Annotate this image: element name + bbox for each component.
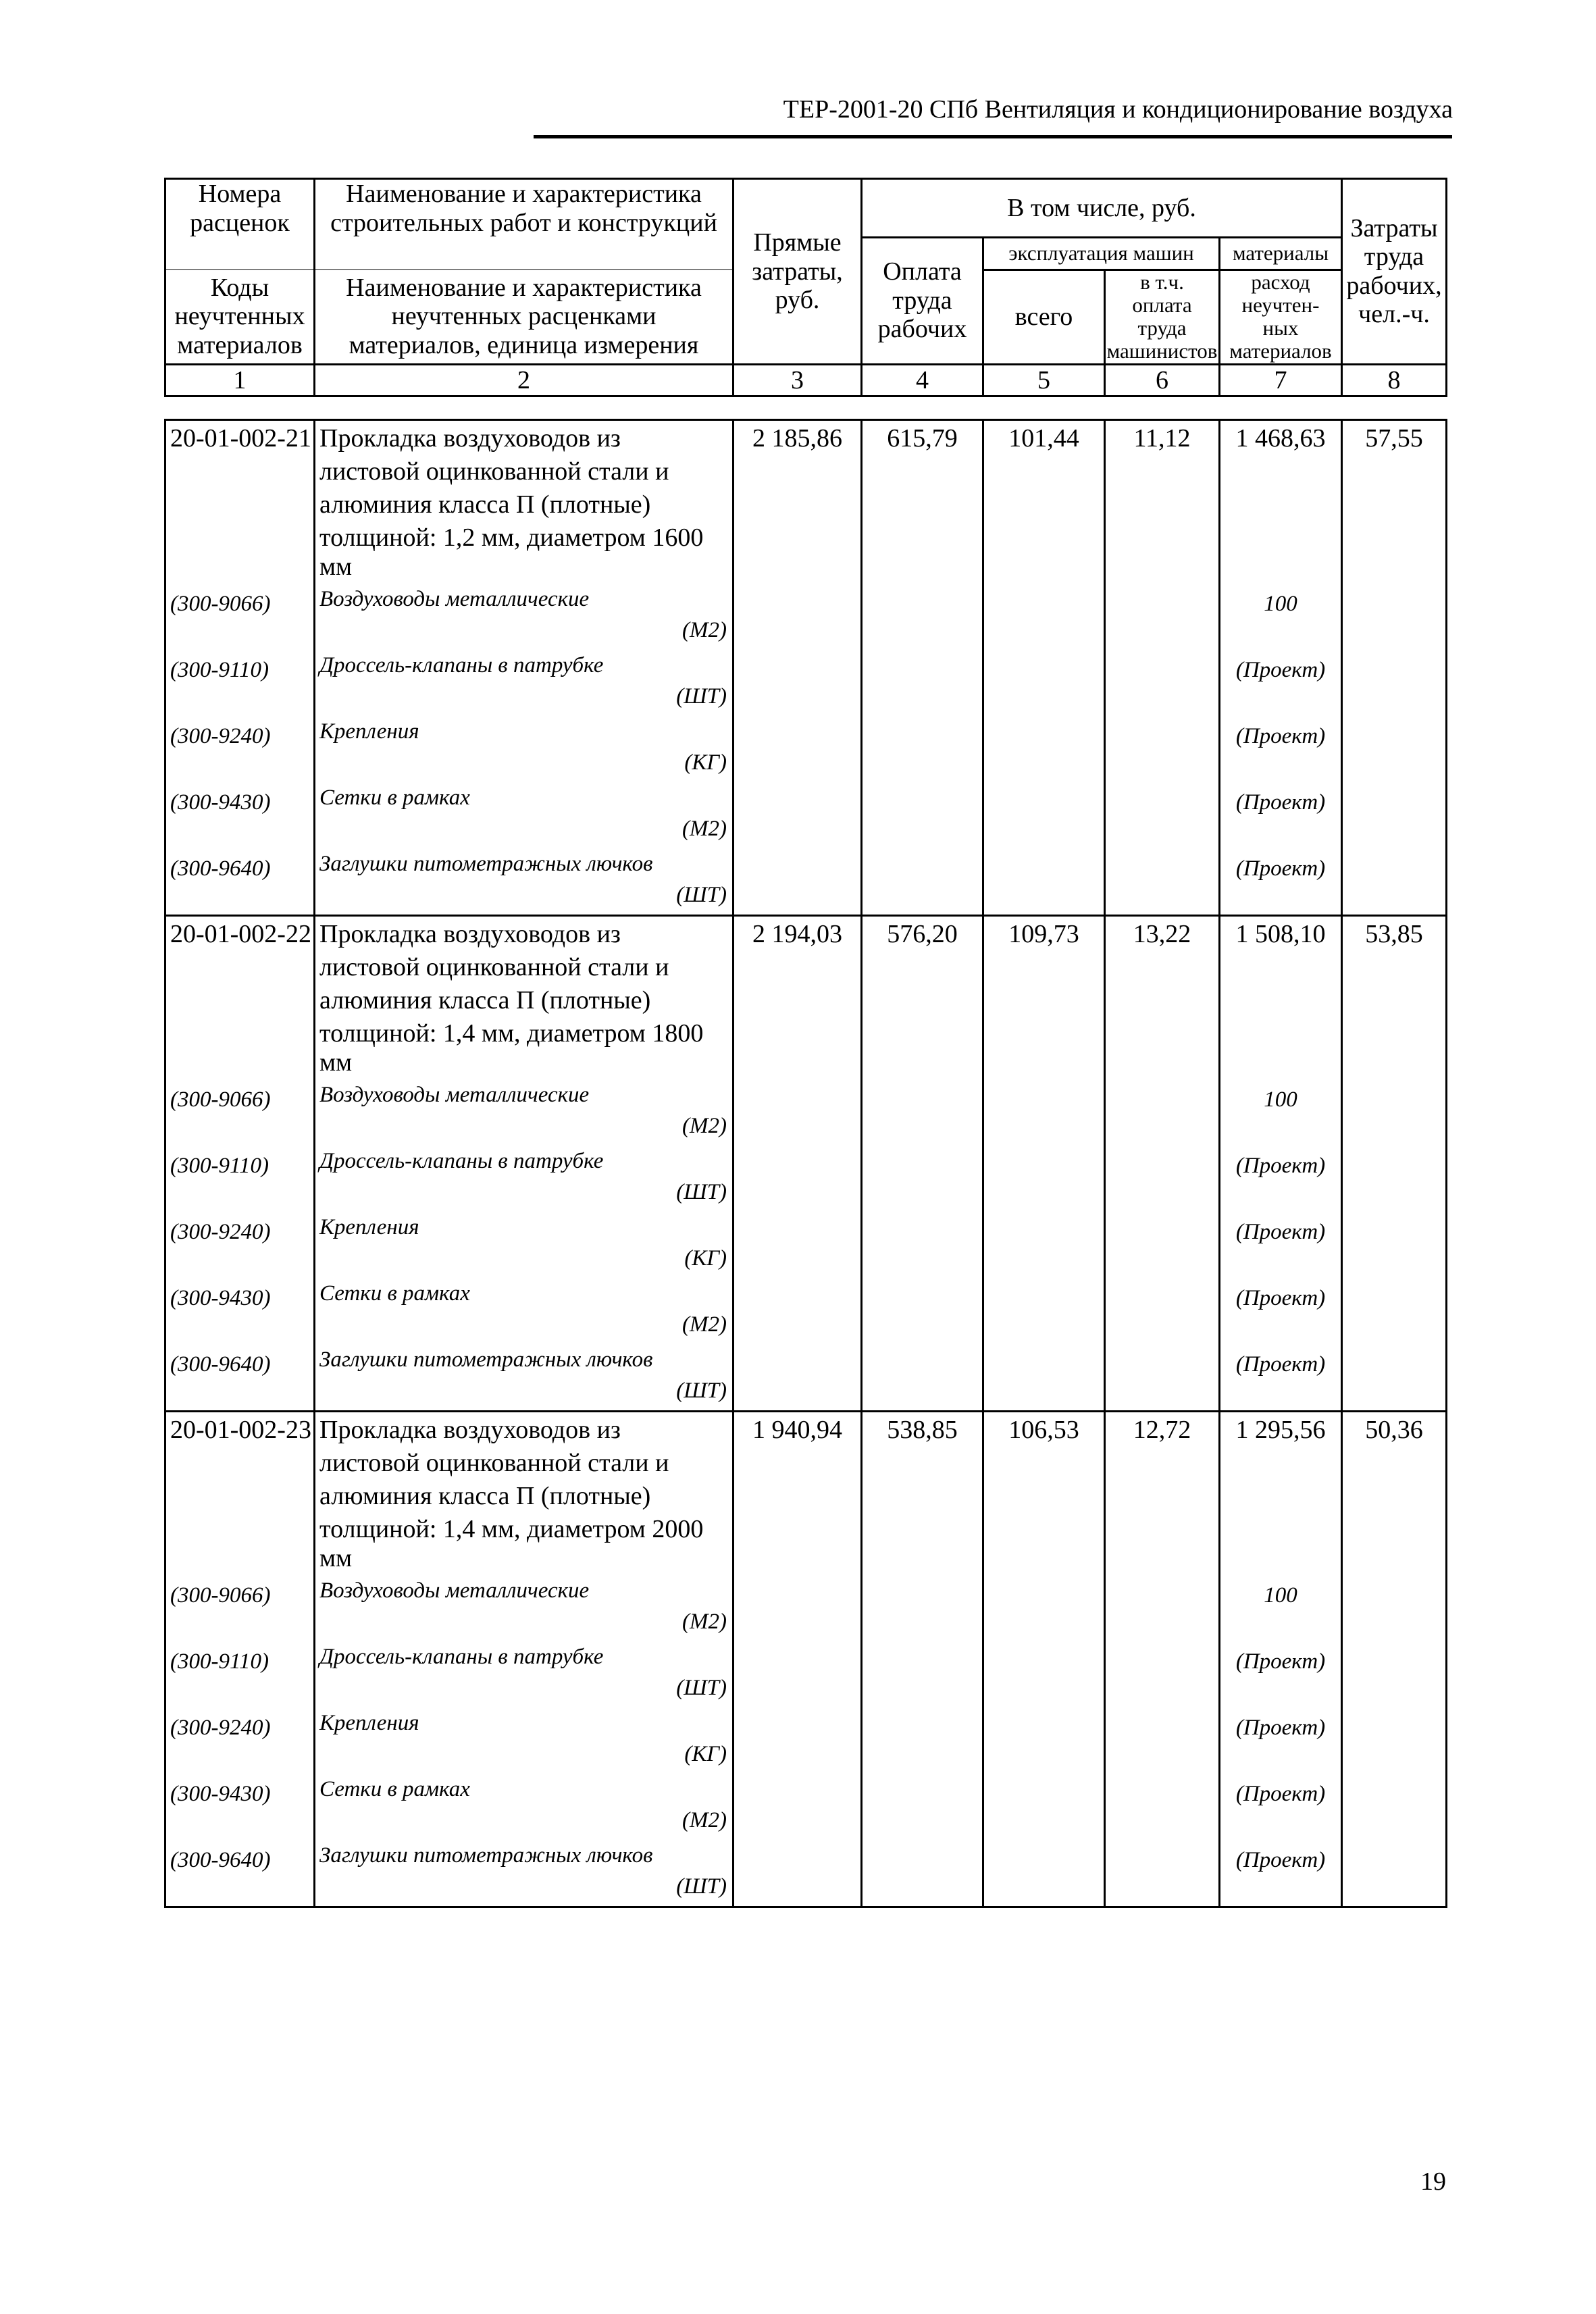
rate-entry-row <box>165 420 1447 916</box>
machines-total: 109,73 <box>983 916 1105 1412</box>
material-unit: (М2) <box>682 1114 727 1138</box>
materials-cost: 1 468,63 <box>1235 424 1326 453</box>
col6-header: в т.ч. оплата труда машинистов <box>1105 269 1220 364</box>
material-name: Воздуховоды металлические <box>319 1083 590 1107</box>
material-name: Заглушки питометражных лючков <box>319 1843 653 1868</box>
material-item <box>315 1075 732 1141</box>
materials-header: материалы <box>1220 237 1342 269</box>
material-unit: (М2) <box>682 1808 727 1832</box>
material-name: Дроссель-клапаны в патрубке <box>319 1645 604 1669</box>
material-unit: (ШТ) <box>676 1874 727 1899</box>
col7-header: расход неучтен- ных материалов <box>1220 269 1342 364</box>
labor-pay: 576,20 <box>862 916 983 1412</box>
labor-hours: 57,55 <box>1342 420 1447 916</box>
rate-code: 20-01-002-21 <box>170 424 311 453</box>
material-consumption: 100 <box>1264 592 1297 616</box>
col1-bottom-header: Коды неучтенных материалов <box>165 269 315 364</box>
material-code: (300-9640) <box>170 1352 271 1377</box>
material-code: (300-9240) <box>170 724 271 748</box>
material-code: (300-9430) <box>170 1286 271 1310</box>
rates-table <box>164 419 1447 1908</box>
material-code: (300-9110) <box>170 1649 269 1674</box>
rate-code-cell <box>165 420 315 916</box>
material-consumption: (Проект) <box>1235 1716 1326 1740</box>
col5-header: всего <box>983 269 1105 364</box>
material-code: (300-9066) <box>170 1583 271 1608</box>
material-unit: (М2) <box>682 817 727 841</box>
rate-name: Прокладка воздуховодов из листовой оцинкованной стали и алюминия класса П (плотные) толщиной: 1,4 мм, диаметром 2000 мм <box>319 1416 704 1572</box>
direct-cost: 2 194,03 <box>733 916 862 1412</box>
material-item <box>315 579 732 645</box>
labor-pay: 538,85 <box>862 1412 983 1907</box>
machinist-pay: 12,72 <box>1105 1412 1220 1907</box>
material-name: Заглушки питометражных лючков <box>319 1347 653 1372</box>
material-code: (300-9430) <box>170 1782 271 1806</box>
document-header-title: ТЕР-2001-20 СПб Вентиляция и кондиционирование воздуха <box>783 95 1453 124</box>
material-name: Сетки в рамках <box>319 1281 470 1306</box>
material-unit: (М2) <box>682 1312 727 1337</box>
rate-name: Прокладка воздуховодов из листовой оцинкованной стали и алюминия класса П (плотные) толщиной: 1,4 мм, диаметром 1800 мм <box>319 920 704 1077</box>
col8-header: Затраты труда рабочих, чел.-ч. <box>1342 179 1447 365</box>
col2-top-header: Наименование и характеристика строительных работ и конструкций <box>315 179 733 238</box>
material-code: (300-9240) <box>170 1716 271 1740</box>
material-item <box>315 844 732 910</box>
material-consumption: (Проект) <box>1235 1848 1326 1872</box>
page-number: 19 <box>1420 2167 1446 2196</box>
material-item <box>315 777 732 844</box>
material-item <box>315 1570 732 1637</box>
material-item <box>315 1835 732 1901</box>
material-unit: (ШТ) <box>676 1676 727 1700</box>
rate-entry-row <box>165 1412 1447 1907</box>
material-name: Сетки в рамках <box>319 786 470 810</box>
material-unit: (М2) <box>682 1610 727 1634</box>
rate-code: 20-01-002-22 <box>170 920 311 948</box>
material-unit: (ШТ) <box>676 883 727 907</box>
material-item <box>315 1769 732 1835</box>
rate-code: 20-01-002-23 <box>170 1416 311 1444</box>
col4-header: Оплата труда рабочих <box>862 237 983 364</box>
material-consumption: (Проект) <box>1235 658 1326 682</box>
material-item <box>315 1141 732 1207</box>
material-consumption: (Проект) <box>1235 1286 1326 1310</box>
material-unit: (ШТ) <box>676 1180 727 1204</box>
material-unit: (КГ) <box>684 750 727 775</box>
rate-entry-row <box>165 916 1447 1412</box>
material-code: (300-9640) <box>170 856 271 881</box>
materials-cell <box>1220 916 1342 1412</box>
material-consumption: (Проект) <box>1235 724 1326 748</box>
col2-bottom-header: Наименование и характеристика неучтенных расценками материалов, единица измерения <box>315 269 733 364</box>
material-name: Крепления <box>319 1215 419 1239</box>
material-name: Заглушки питометражных лючков <box>319 852 653 876</box>
group-header: В том числе, руб. <box>862 179 1342 238</box>
machinist-pay: 13,22 <box>1105 916 1220 1412</box>
material-code: (300-9640) <box>170 1848 271 1872</box>
material-item <box>315 1273 732 1339</box>
materials-cell <box>1220 1412 1342 1907</box>
material-code: (300-9240) <box>170 1220 271 1244</box>
material-name: Крепления <box>319 719 419 744</box>
machines-total: 106,53 <box>983 1412 1105 1907</box>
material-item <box>315 1207 732 1273</box>
material-unit: (КГ) <box>684 1742 727 1766</box>
material-item <box>315 1703 732 1769</box>
material-name: Сетки в рамках <box>319 1777 470 1801</box>
material-consumption: (Проект) <box>1235 1154 1326 1178</box>
material-item <box>315 1339 732 1406</box>
machines-header: эксплуатация машин <box>983 237 1220 269</box>
material-consumption: 100 <box>1264 1087 1297 1112</box>
rate-code-cell <box>165 916 315 1412</box>
material-consumption: (Проект) <box>1235 1649 1326 1674</box>
machinist-pay: 11,12 <box>1105 420 1220 916</box>
col3-header: Прямые затраты, руб. <box>733 179 862 365</box>
material-name: Дроссель-клапаны в патрубке <box>319 653 604 677</box>
rate-name-cell <box>315 1412 733 1907</box>
rate-code-cell <box>165 1412 315 1907</box>
rate-name: Прокладка воздуховодов из листовой оцинкованной стали и алюминия класса П (плотные) толщиной: 1,2 мм, диаметром 1600 мм <box>319 424 704 581</box>
table-header <box>164 178 1447 397</box>
labor-hours: 50,36 <box>1342 1412 1447 1907</box>
material-item <box>315 711 732 777</box>
material-name: Воздуховоды металлические <box>319 1578 590 1603</box>
direct-cost: 2 185,86 <box>733 420 862 916</box>
rate-name-cell <box>315 916 733 1412</box>
material-code: (300-9430) <box>170 790 271 815</box>
material-unit: (М2) <box>682 618 727 642</box>
material-name: Воздуховоды металлические <box>319 587 590 611</box>
labor-hours: 53,85 <box>1342 916 1447 1412</box>
material-consumption: (Проект) <box>1235 1782 1326 1806</box>
material-code: (300-9066) <box>170 592 271 616</box>
material-code: (300-9110) <box>170 1154 269 1178</box>
material-consumption: 100 <box>1264 1583 1297 1608</box>
material-unit: (ШТ) <box>676 1379 727 1403</box>
header-rule <box>534 135 1452 138</box>
material-unit: (КГ) <box>684 1246 727 1270</box>
material-item <box>315 1637 732 1703</box>
column-numbers-row: 1 2 3 4 5 6 7 8 <box>165 364 1447 396</box>
material-consumption: (Проект) <box>1235 856 1326 881</box>
material-code: (300-9066) <box>170 1087 271 1112</box>
material-consumption: (Проект) <box>1235 1220 1326 1244</box>
labor-pay: 615,79 <box>862 420 983 916</box>
material-item <box>315 645 732 711</box>
material-code: (300-9110) <box>170 658 269 682</box>
material-unit: (ШТ) <box>676 684 727 709</box>
machines-total: 101,44 <box>983 420 1105 916</box>
material-consumption: (Проект) <box>1235 790 1326 815</box>
material-consumption: (Проект) <box>1235 1352 1326 1377</box>
materials-cost: 1 508,10 <box>1235 920 1326 948</box>
material-name: Крепления <box>319 1711 419 1735</box>
direct-cost: 1 940,94 <box>733 1412 862 1907</box>
materials-cell <box>1220 420 1342 916</box>
col1-top-header: Номера расценок <box>165 179 315 238</box>
materials-cost: 1 295,56 <box>1235 1416 1326 1444</box>
material-name: Дроссель-клапаны в патрубке <box>319 1149 604 1173</box>
rate-name-cell <box>315 420 733 916</box>
